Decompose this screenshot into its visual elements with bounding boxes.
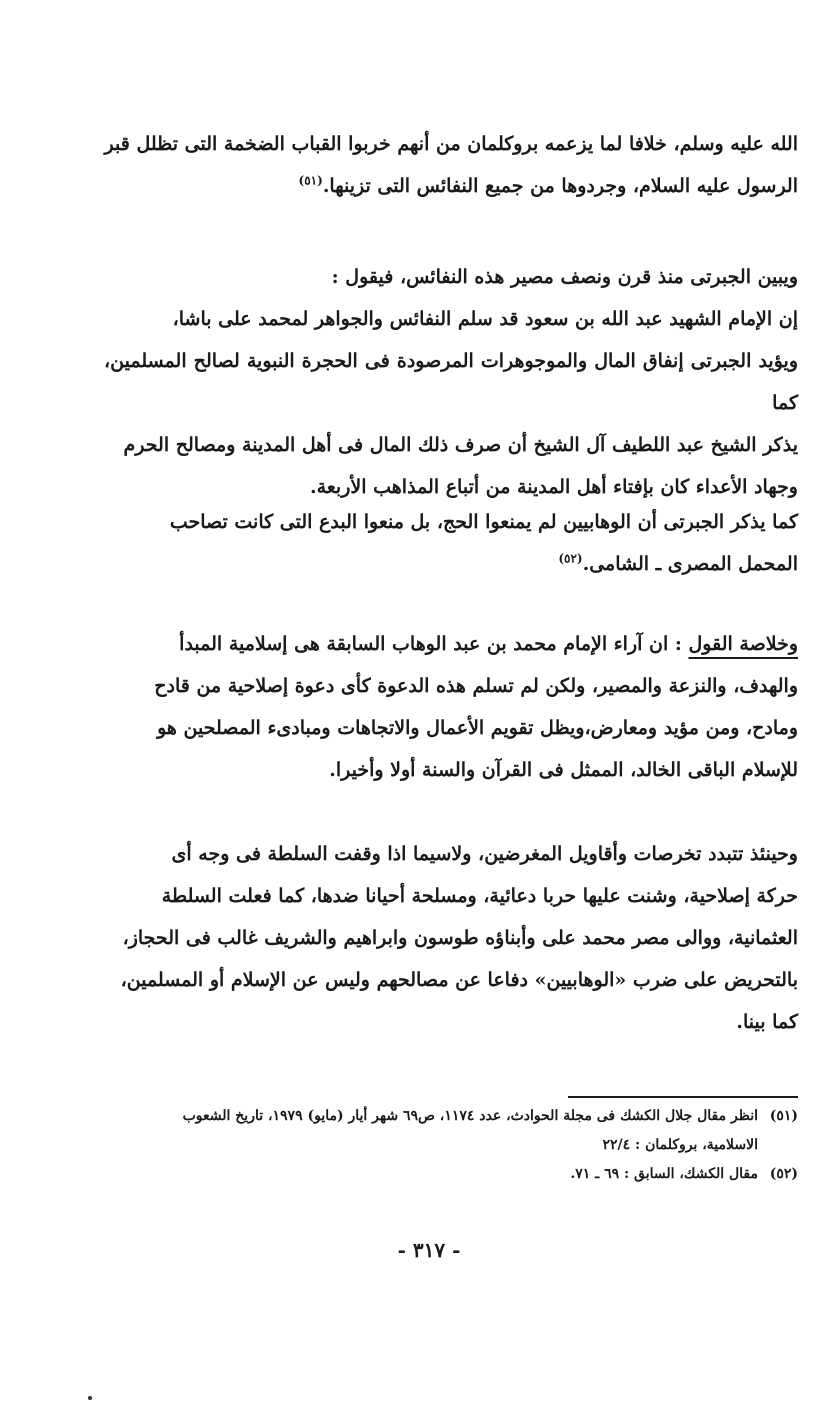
footnote-separator [568,1096,798,1098]
paragraph-2 [104,256,798,508]
paragraph-5-line-4: بالتحريض على ضرب «الوهابيين» دفاعا عن مصالحهم وليس عن الإسلام أو المسلمين، [120,969,798,991]
paragraph-4-line-3: ومادح، ومن مؤيد ومعارض،ويظل تقويم الأعمال والاتجاهات ومبادىء المصلحين هو [157,717,798,739]
paragraph-5-line-2: حركة إصلاحية، وشنت عليها حربا دعائية، ومسلحة أحيانا ضدها، كما فعلت السلطة [161,885,798,907]
paragraph-3-line-2 [104,543,798,585]
page-number: - ٣١٧ - [397,1238,461,1262]
paragraph-1-line-2-text: الرسول عليه السلام، وجردوها من جميع النفائس التى تزينها. [322,175,798,197]
paragraph-5-line-1: وحينئذ تتبدد تخرصات وأقاويل المغرضين، ولاسيما اذا وقفت السلطة فى وجه أى [171,843,798,865]
paragraph-4 [104,623,798,791]
paragraph-4-line-1 [104,623,798,665]
paragraph-2-line-5: وجهاد الأعداء كان بإفتاء أهل المدينة من أتباع المذاهب الأربعة. [309,476,798,498]
paragraph-3 [104,501,798,585]
paragraph-5-line-3: العثمانية، ووالى مصر محمد على وأبناؤه طوسون وابراهيم والشريف غالب فى الحجاز، [122,927,798,949]
paragraph-1-line-2 [104,165,798,207]
paragraph-1 [104,123,798,207]
footnote-51-text: انظر مقال جلال الكشك فى مجلة الحوادث، عدد ١١٧٤، ص٦٩ شهر أيار (مايو) ١٩٧٩، تاريخ الشعوب [182,1108,758,1124]
footnote-52 [104,1160,798,1189]
paragraph-5 [104,833,798,1043]
footnote-51-number: (٥١) [769,1108,798,1124]
footnote-51 [104,1102,798,1131]
paragraph-4-line-2: والهدف، والنزعة والمصير، ولكن لم تسلم هذه الدعوة كأى دعوة إصلاحية من قادح [154,675,798,697]
paragraph-4-line-4: للإسلام الباقى الخالد، الممثل فى القرآن والسنة أولا وأخيرا. [329,759,798,781]
paragraph-2-line-1: ويبين الجبرتى منذ قرن ونصف مصير هذه النفائس، فيقول : [331,266,798,288]
section-heading-conclusion: وخلاصة القول [688,633,798,655]
paragraph-2-line-4: يذكر الشيخ عبد اللطيف آل الشيخ أن صرف ذلك المال فى أهل المدينة ومصالح الحرم [123,434,798,456]
footnote-51-continuation: الاسلامية، بروكلمان : ٢٢/٤ [602,1137,758,1153]
paragraph-2-line-2: إن الإمام الشهيد عبد الله بن سعود قد سلم النفائس والجواهر لمحمد على باشا، [172,308,798,330]
paragraph-3-line-2-text: المحمل المصرى ـ الشامى. [582,553,798,575]
paragraph-2-line-3: ويؤيد الجبرتى إنفاق المال والموجوهرات المرصودة فى الحجرة النبوية لصالح المسلمين، كما [104,350,798,414]
scan-speck [88,1396,92,1400]
paragraph-5-line-5: كما بينا. [736,1011,798,1033]
footnote-reference-51: (٥١) [298,173,323,188]
footnote-52-text: مقال الكشك، السابق : ٦٩ ـ ٧١. [570,1166,758,1182]
paragraph-4-line-1-text: : ان آراء الإمام محمد بن عبد الوهاب السابقة هى إسلامية المبدأ [179,633,689,655]
paragraph-1-line-1: الله عليه وسلم، خلافا لما يزعمه بروكلمان من أنهم خربوا القباب الضخمة التى تظلل قبر [104,133,798,155]
footnotes [104,1102,798,1189]
paragraph-3-line-1: كما يذكر الجبرتى أن الوهابيين لم يمنعوا الحج، بل منعوا البدع التى كانت تصاحب [169,511,798,533]
footnote-52-number: (٥٢) [769,1166,798,1182]
footnote-reference-52: (٥٢) [558,551,583,566]
